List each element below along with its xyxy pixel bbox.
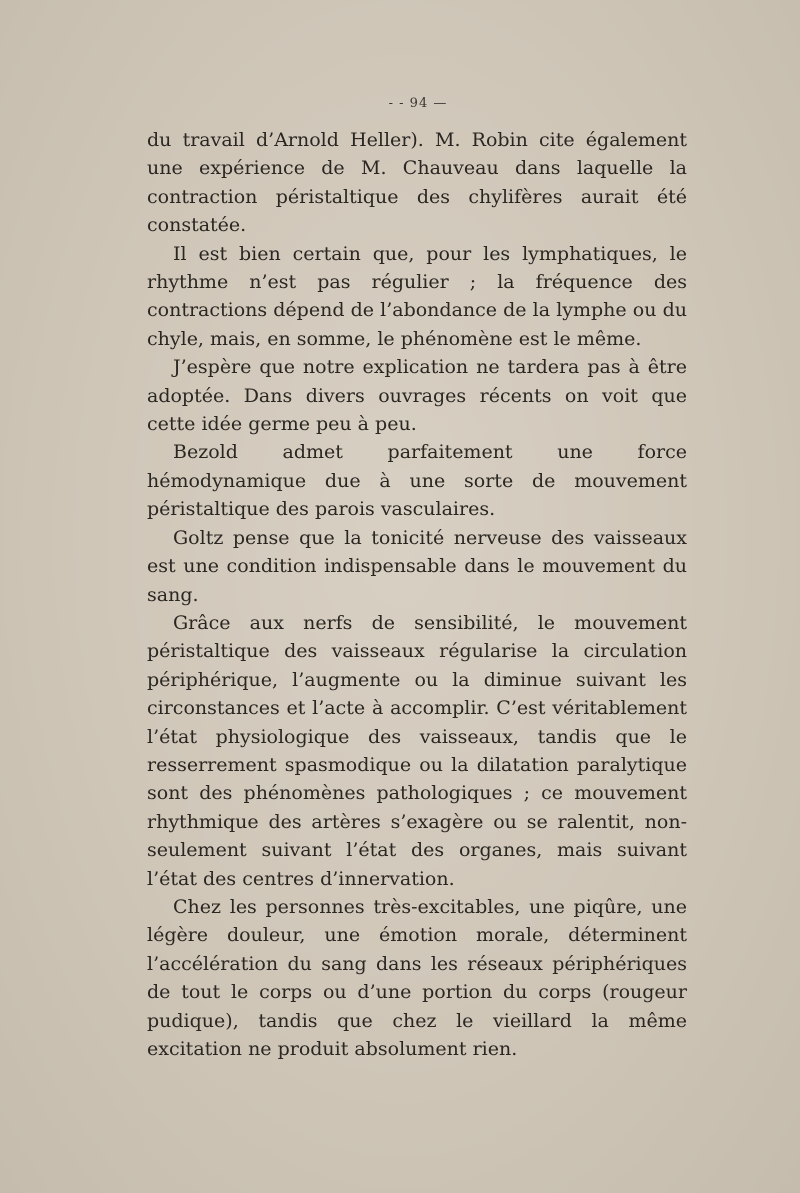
text-body: [147, 126, 687, 1063]
page-number: - - 94 —: [388, 96, 448, 111]
paragraph-explanation: J’espère que notre explication ne tardera pas à être adoptée. Dans divers ouvrages récents on voit que cette idée germe peu à peu.: [147, 356, 687, 436]
paragraph-bezold: Bezold admet parfaitement une force hémodynamique due à une sorte de mouvement péristaltique des parois vasculaires.: [147, 441, 687, 521]
paragraph-continuation: du travail d’Arnold Heller). M. Robin cite également une expérience de M. Chauveau dans laquelle la contraction péristaltique des chylifères aurait été constatée.: [147, 129, 687, 237]
paragraph-goltz: Goltz pense que la tonicité nerveuse des vaisseaux est une condition indispensable dans le mouvement du sang.: [147, 526, 687, 606]
paragraph-excitable: Chez les personnes très-excitables, une piqûre, une légère douleur, une émotion morale, déterminent l’accélération du sang dans les réseaux périphériques de tout le corps ou d’une portion du corps (rougeur pudique), tandis que chez le vieillard la même excitation ne produit absolument rien.: [147, 895, 687, 1060]
paragraph-sensibility: Grâce aux nerfs de sensibilité, le mouvement péristaltique des vaisseaux régularise la circulation périphérique, l’augmente ou la diminue suivant les circonstances et l’acte à accomplir. C’est véritablement l’état physiologique des vaisseaux, tandis que le resserrement spasmodique ou la dilatation paralytique sont des phénomènes pathologiques ; ce mouvement rhythmique des artères s’exagère ou se ralentit, non-seulement suivant l’état des organes, mais suivant l’état des centres d’innervation.: [147, 611, 687, 890]
paragraph-lymphatics: Il est bien certain que, pour les lymphatiques, le rhythme n’est pas régulier ; la fréquence des contractions dépend de l’abondance de la lymphe ou du chyle, mais, en somme, le phénomène est le même.: [147, 242, 687, 350]
